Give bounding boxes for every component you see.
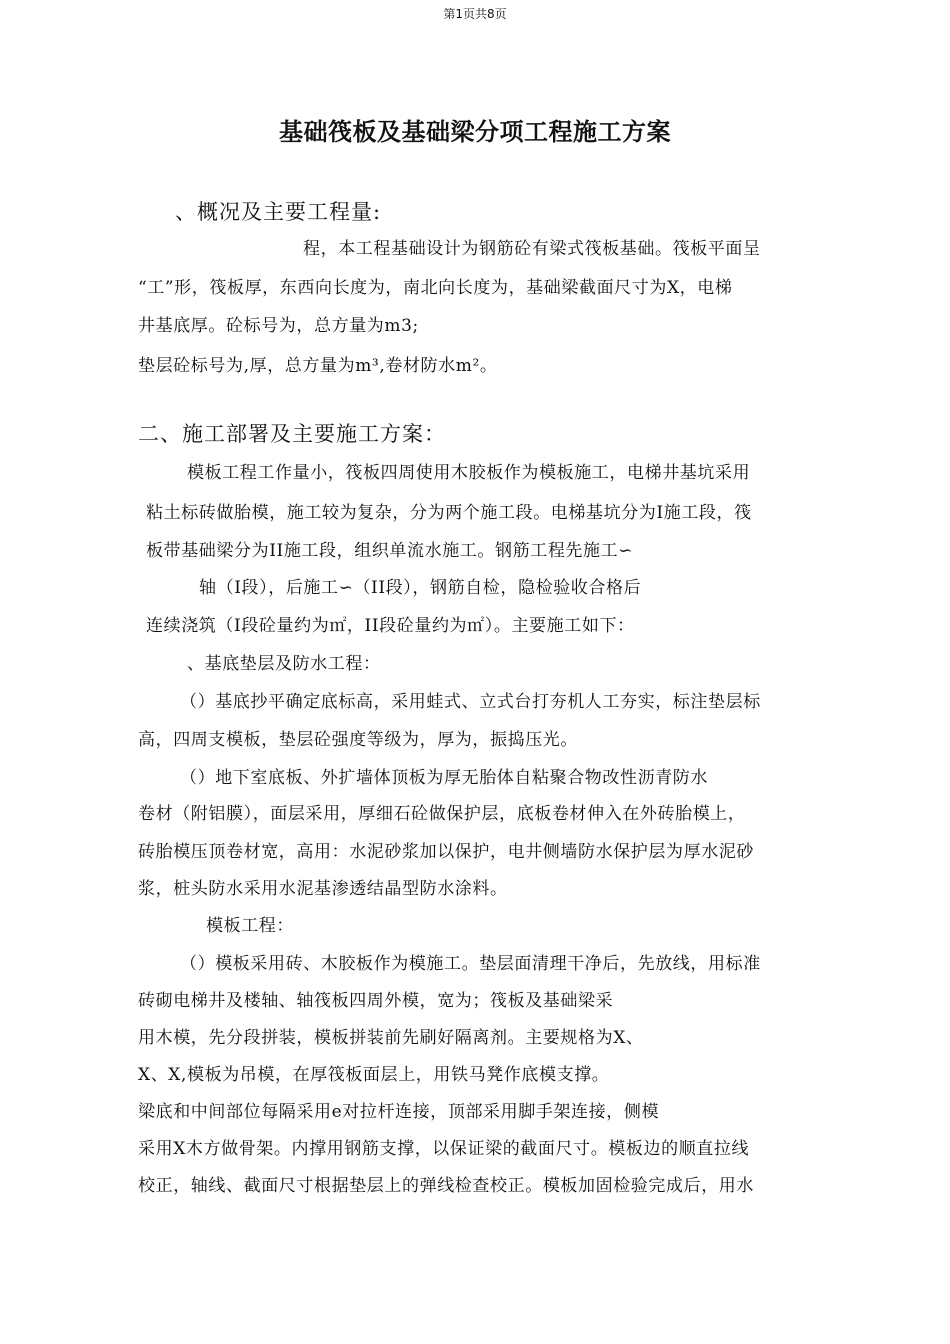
paragraph-line: 粘土标砖做胎模，施工较为复杂，分为两个施工段。电梯基坑分为I施工段，筏	[146, 503, 752, 523]
paragraph-line: 程，本工程基础设计为钢筋砼有梁式筏板基础。筏板平面呈	[303, 239, 761, 259]
paragraph-line: 校正，轴线、截面尺寸根据垫层上的弹线检查校正。模板加固检验完成后，用水	[138, 1176, 754, 1196]
paragraph-line: 连续浇筑（I段砼量约为㎡，II段砼量约为㎡）。主要施工如下：	[146, 616, 635, 636]
paragraph-line: 垫层砼标号为,厚，总方量为m³,卷材防水m²。	[138, 356, 498, 376]
paragraph-line: 模板工程工作量小，筏板四周使用木胶板作为模板施工，电梯井基坑采用	[187, 463, 751, 483]
paragraph-line: 砖砌电梯井及楼轴、轴筏板四周外模，宽为；筏板及基础梁采	[138, 991, 614, 1011]
paragraph-line: 采用X木方做骨架。内撑用钢筋支撑，以保证梁的截面尺寸。模板边的顺直拉线	[138, 1139, 750, 1159]
paragraph-line: 用木模，先分段拼装，模板拼装前先刷好隔离剂。主要规格为X、	[138, 1028, 644, 1048]
paragraph-line: X、X,模板为吊模，在厚筏板面层上，用铁马凳作底模支撑。	[138, 1065, 610, 1085]
paragraph-line: 高，四周支模板，垫层砼强度等级为，厚为，振捣压光。	[138, 730, 578, 750]
paragraph-line: 梁底和中间部位每隔采用e对拉杆连接，顶部采用脚手架连接，侧模	[138, 1102, 660, 1122]
paragraph-line: 板带基础梁分为II施工段，组织单流水施工。钢筋工程先施工∽	[146, 541, 634, 561]
page-header: 第1页共8页	[443, 7, 507, 21]
paragraph-line: 井基底厚。砼标号为，总方量为m3;	[138, 316, 419, 336]
paragraph-line: 轴（I段），后施工∽（II段），钢筋自检，隐检验收合格后	[199, 578, 642, 598]
section-2-heading: 二、施工部署及主要施工方案：	[138, 422, 446, 446]
paragraph-line: “工”形，筏板厚，东西向长度为，南北向长度为，基础梁截面尺寸为X，电梯	[138, 278, 733, 298]
document-title: 基础筏板及基础梁分项工程施工方案	[279, 118, 671, 146]
paragraph-line: （）模板采用砖、木胶板作为模施工。垫层面清理干净后，先放线，用标准	[180, 954, 761, 974]
subsection-heading: 、基底垫层及防水工程：	[187, 654, 381, 674]
paragraph-line: 砖胎模压顶卷材宽，高用：水泥砂浆加以保护，电井侧墙防水保护层为厚水泥砂	[138, 842, 754, 862]
paragraph-line: 卷材（附铝膜），面层采用，厚细石砼做保护层，底板卷材伸入在外砖胎模上，	[138, 804, 746, 824]
paragraph-line: （）地下室底板、外扩墙体顶板为厚无胎体自粘聚合物改性沥青防水	[180, 768, 708, 788]
subsection-heading: 模板工程：	[206, 916, 294, 936]
section-1-heading: 、概况及主要工程量:	[175, 200, 382, 224]
paragraph-line: （）基底抄平确定底标高，采用蛙式、立式台打夯机人工夯实，标注垫层标	[180, 692, 761, 712]
paragraph-line: 浆，桩头防水采用水泥基渗透结晶型防水涂料。	[138, 879, 508, 899]
